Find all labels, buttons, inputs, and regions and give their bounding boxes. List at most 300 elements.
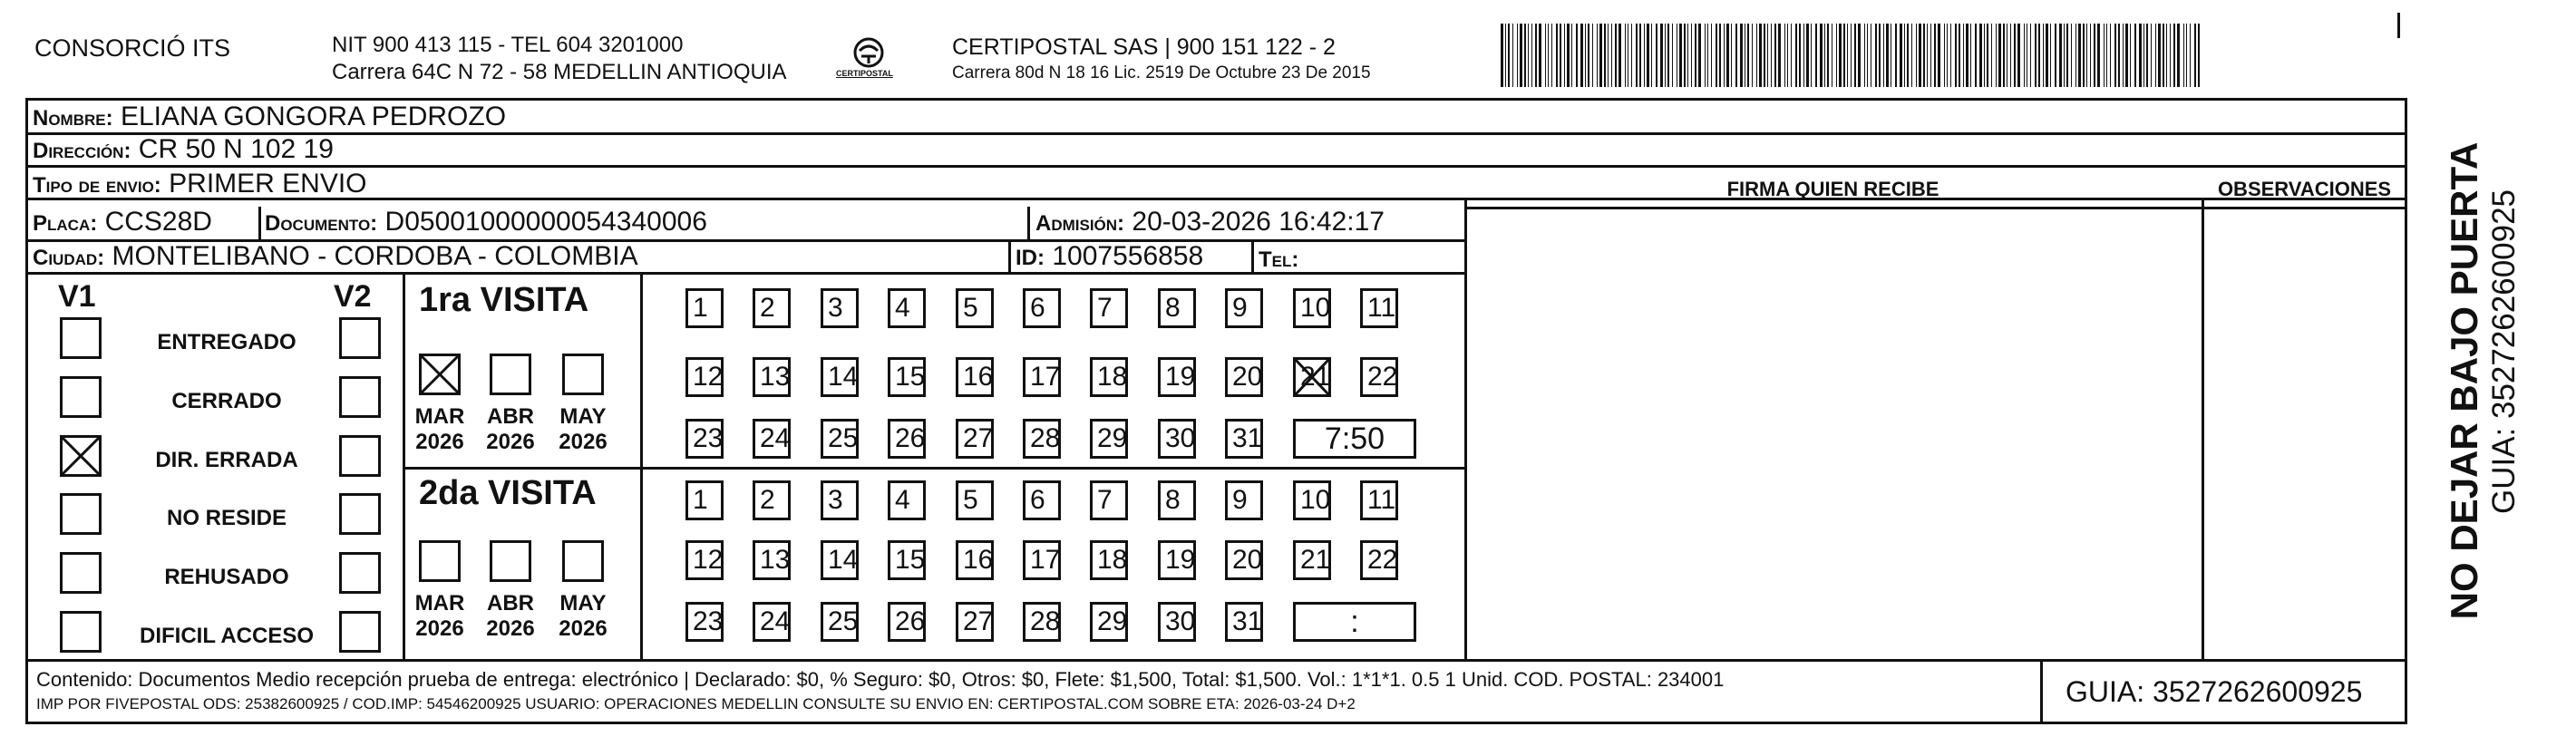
- barcode-bar: [1528, 24, 1529, 87]
- barcode-bar: [2010, 24, 2011, 87]
- barcode-bar: [1934, 24, 1936, 87]
- day-number: 27: [963, 606, 994, 636]
- barcode-bar: [1615, 24, 1617, 87]
- barcode-bar: [1820, 24, 1823, 87]
- address-line: Carrera 64C N 72 - 58 MEDELLIN ANTIOQUIA: [332, 60, 787, 84]
- barcode-bar: [2183, 24, 2184, 87]
- status-option-label: DIFICIL ACCESO: [139, 624, 314, 648]
- visit-divider: [403, 467, 1464, 470]
- day-box[interactable]: [685, 357, 724, 397]
- day-box[interactable]: [956, 357, 994, 397]
- day-box[interactable]: [753, 480, 791, 520]
- company-name: CONSORCIÓ ITS: [34, 34, 231, 62]
- barcode-bar: [2158, 24, 2161, 87]
- documento-cell: [265, 207, 707, 237]
- barcode-bar: [1996, 24, 1997, 87]
- month-checkbox[interactable]: [419, 354, 461, 395]
- barcode-bar: [2146, 24, 2148, 87]
- barcode-bar: [1752, 24, 1753, 87]
- barcode-bar: [2194, 24, 2196, 87]
- months-panel-divider: [640, 272, 643, 659]
- barcode-bar: [1684, 24, 1686, 87]
- day-number: 6: [1030, 485, 1045, 515]
- day-box[interactable]: [1090, 480, 1128, 520]
- contenido-line: Contenido: Documentos Medio recepción prueba de entrega: electrónico | Declarado: $0, % Seguro: $0, Otros: $0, Flete: $1,500, Total: $1,500. Vol.: 1*1*1. 0.5 1 Unid. COD. POSTAL: 234001: [36, 668, 1725, 691]
- day-number: 29: [1097, 606, 1128, 636]
- barcode-bar: [1927, 24, 1928, 87]
- day-box[interactable]: [888, 480, 926, 520]
- barcode-bar: [1854, 24, 1856, 87]
- barcode-bar: [1799, 24, 1801, 87]
- barcode-bar: [1711, 24, 1712, 87]
- barcode-bar: [2075, 24, 2076, 87]
- barcode-bar: [1919, 24, 1921, 87]
- time-box[interactable]: [1293, 602, 1416, 642]
- day-number: 4: [895, 293, 910, 323]
- day-number: 14: [828, 545, 859, 575]
- barcode-bar: [2059, 24, 2062, 87]
- barcode-bar: [1735, 24, 1737, 87]
- placa-value: CCS28D: [104, 207, 212, 237]
- day-number: 22: [1367, 545, 1398, 575]
- barcode-bar: [1806, 24, 1809, 87]
- day-number: 4: [895, 485, 910, 515]
- x-mark-icon: [60, 435, 102, 477]
- barcode-bar: [1588, 24, 1589, 87]
- day-number: 15: [895, 362, 926, 392]
- id-value: 1007556858: [1052, 241, 1204, 271]
- day-box[interactable]: [821, 419, 859, 459]
- barcode-bar: [2104, 24, 2105, 87]
- day-box[interactable]: [685, 288, 724, 328]
- certipostal-logo: [832, 34, 905, 87]
- day-box[interactable]: [1090, 602, 1128, 642]
- month-year: 2026: [486, 430, 535, 454]
- barcode-bar: [2050, 24, 2051, 87]
- day-box[interactable]: [1023, 357, 1061, 397]
- day-number: 30: [1165, 606, 1196, 636]
- observaciones-column-left: [2202, 198, 2204, 659]
- barcode-bar: [1907, 24, 1909, 87]
- barcode-bar: [1778, 24, 1781, 87]
- day-number: 19: [1165, 362, 1196, 392]
- day-number: 11: [1367, 485, 1396, 515]
- direccion-row: [33, 134, 334, 165]
- month-name: MAY: [559, 591, 607, 615]
- day-box[interactable]: [821, 480, 859, 520]
- barcode-bar: [1839, 24, 1842, 87]
- license-line: Carrera 80d N 18 16 Lic. 2519 De Octubre 23 De 2015: [952, 63, 1371, 82]
- day-box[interactable]: [1158, 540, 1196, 580]
- barcode-bar: [1592, 24, 1593, 87]
- barcode-bar: [2078, 24, 2081, 87]
- v1-checkbox[interactable]: [60, 493, 102, 535]
- barcode-bar: [2151, 24, 2152, 87]
- barcode-bar: [2125, 24, 2128, 87]
- barcode-bar: [1647, 24, 1649, 87]
- v2-checkbox[interactable]: [339, 376, 381, 418]
- barcode-bar: [1567, 24, 1570, 87]
- day-box[interactable]: [1293, 480, 1331, 520]
- day-box[interactable]: [753, 602, 791, 642]
- v2-checkbox[interactable]: [339, 552, 381, 594]
- day-number: 3: [828, 485, 843, 515]
- barcode-bar: [1764, 24, 1765, 87]
- documento-label: Documento:: [265, 211, 378, 236]
- time-value: :: [1350, 605, 1359, 639]
- day-number: 21: [1300, 545, 1331, 575]
- barcode-bar: [1611, 24, 1612, 87]
- barcode-bar: [1803, 24, 1804, 87]
- certipostal-line: CERTIPOSTAL SAS | 900 151 122 - 2: [952, 34, 1336, 60]
- barcode-bar: [1707, 24, 1708, 87]
- barcode-bar: [1631, 24, 1632, 87]
- day-number: 29: [1097, 423, 1128, 453]
- barcode: [1501, 24, 2203, 87]
- day-number: 13: [760, 545, 791, 575]
- nit-line: NIT 900 413 115 - TEL 604 3201000: [332, 33, 684, 57]
- day-box[interactable]: [685, 480, 724, 520]
- barcode-bar: [1979, 24, 1982, 87]
- day-box[interactable]: [888, 602, 926, 642]
- x-mark-icon: [1293, 357, 1331, 397]
- barcode-bar: [1667, 24, 1669, 87]
- barcode-bar: [1883, 24, 1884, 87]
- barcode-bar: [1864, 24, 1865, 87]
- barcode-bar: [1705, 24, 1706, 87]
- barcode-bar: [1551, 24, 1552, 87]
- day-box[interactable]: [1023, 540, 1061, 580]
- barcode-bar: [2190, 24, 2191, 87]
- day-box[interactable]: [1225, 480, 1263, 520]
- barcode-bar: [1963, 24, 1964, 87]
- day-number: 18: [1097, 545, 1128, 575]
- day-number: 10: [1300, 293, 1331, 323]
- barcode-bar: [2106, 24, 2107, 87]
- barcode-bar: [1512, 24, 1513, 87]
- day-box[interactable]: [1090, 357, 1128, 397]
- day-number: 9: [1232, 485, 1248, 515]
- status-panel-divider: [403, 272, 405, 659]
- barcode-bar: [1767, 24, 1768, 87]
- admision-divider: [1027, 207, 1030, 239]
- day-box[interactable]: [821, 288, 859, 328]
- day-number: 28: [1030, 423, 1061, 453]
- imp-line: IMP POR FIVEPOSTAL ODS: 25382600925 / COD.IMP: 54546200925 USUARIO: OPERACIONES MEDELLIN CONSULTE SU ENVIO EN: CERTIPOSTAL.COM SOBRE ETA: 2026-03-24 D+2: [36, 695, 1356, 712]
- barcode-bar: [1947, 24, 1948, 87]
- barcode-bar: [2170, 24, 2171, 87]
- day-box[interactable]: [1360, 540, 1398, 580]
- barcode-bar: [2014, 24, 2016, 87]
- logo-text: CERTIPOSTAL: [836, 69, 893, 78]
- day-number: 18: [1097, 362, 1128, 392]
- v2-checkbox[interactable]: [339, 611, 381, 653]
- day-number: 12: [693, 362, 724, 392]
- day-number: 7: [1097, 485, 1113, 515]
- barcode-bar: [1991, 24, 1992, 87]
- edge-mark: [2397, 13, 2400, 38]
- barcode-bar: [2163, 24, 2164, 87]
- day-box[interactable]: [1158, 288, 1196, 328]
- day-box[interactable]: [1225, 357, 1263, 397]
- day-box[interactable]: [1090, 419, 1128, 459]
- day-number: 26: [895, 423, 926, 453]
- v1-checkbox[interactable]: [60, 376, 102, 418]
- id-divider: [1008, 239, 1011, 272]
- day-box[interactable]: [753, 419, 791, 459]
- barcode-bar: [1959, 24, 1960, 87]
- barcode-bar: [1520, 24, 1522, 87]
- barcode-bar: [2097, 24, 2100, 87]
- barcode-bar: [1679, 24, 1682, 87]
- day-number: 16: [963, 362, 994, 392]
- day-number: 24: [760, 423, 791, 453]
- barcode-bar: [1950, 24, 1951, 87]
- barcode-bar: [1665, 24, 1666, 87]
- day-number: 24: [760, 606, 791, 636]
- day-box[interactable]: [1090, 540, 1128, 580]
- barcode-bar: [1938, 24, 1940, 87]
- barcode-bar: [2177, 24, 2180, 87]
- barcode-bar: [1625, 24, 1626, 87]
- day-number: 30: [1165, 423, 1196, 453]
- day-number: 5: [963, 485, 978, 515]
- month-checkbox[interactable]: [419, 540, 461, 582]
- side-guia: GUIA: 3527262600925: [2486, 189, 2522, 515]
- day-box[interactable]: [888, 288, 926, 328]
- month-checkbox[interactable]: [562, 354, 604, 395]
- certipostal-logo-icon: [832, 34, 905, 87]
- barcode-graphic: [1501, 24, 2203, 87]
- side-warning: NO DEJAR BAJO PUERTA: [2443, 141, 2485, 620]
- barcode-bar: [1784, 24, 1785, 87]
- barcode-bar: [1556, 24, 1558, 87]
- status-option-label: CERRADO: [171, 389, 282, 413]
- day-number: 2: [760, 293, 775, 323]
- barcode-bar: [1966, 24, 1968, 87]
- day-number: 8: [1165, 485, 1181, 515]
- barcode-bar: [1716, 24, 1717, 87]
- v2-checkbox[interactable]: [339, 435, 381, 477]
- day-box[interactable]: [956, 288, 994, 328]
- v1-checkbox[interactable]: [60, 435, 102, 477]
- day-number: 22: [1367, 362, 1398, 392]
- barcode-bar: [1564, 24, 1565, 87]
- day-box[interactable]: [1360, 480, 1398, 520]
- day-box[interactable]: [685, 602, 724, 642]
- barcode-bar: [1639, 24, 1641, 87]
- firma-column-left: [1464, 198, 1467, 659]
- month-checkbox[interactable]: [490, 540, 531, 582]
- barcode-bar: [2046, 24, 2048, 87]
- visit1-title: 1ra VISITA: [419, 281, 589, 319]
- observaciones-header: OBSERVACIONES: [2217, 178, 2392, 200]
- barcode-bar: [1811, 24, 1812, 87]
- footer-divider: [25, 659, 2407, 662]
- day-box[interactable]: [1023, 480, 1061, 520]
- barcode-bar: [2003, 24, 2005, 87]
- day-box[interactable]: [753, 357, 791, 397]
- day-box[interactable]: [1293, 540, 1331, 580]
- day-number: 25: [828, 423, 859, 453]
- barcode-bar: [2066, 24, 2068, 87]
- day-box[interactable]: [1158, 480, 1196, 520]
- barcode-bar: [2130, 24, 2131, 87]
- barcode-bar: [2086, 24, 2087, 87]
- footer-guia: GUIA: 3527262600925: [2066, 675, 2363, 708]
- month-year: 2026: [415, 430, 464, 454]
- day-box[interactable]: [888, 540, 926, 580]
- day-box[interactable]: [1023, 602, 1061, 642]
- day-number: 6: [1030, 293, 1045, 323]
- day-box[interactable]: [1225, 602, 1263, 642]
- month-year: 2026: [559, 616, 608, 641]
- barcode-bar: [1771, 24, 1772, 87]
- day-box[interactable]: [685, 540, 724, 580]
- barcode-bar: [2083, 24, 2085, 87]
- day-box[interactable]: [1158, 357, 1196, 397]
- day-number: 10: [1300, 485, 1331, 515]
- barcode-bar: [1585, 24, 1586, 87]
- firma-header: FIRMA QUIEN RECIBE: [1726, 178, 1939, 200]
- status-option-label: ENTREGADO: [157, 330, 296, 354]
- day-box[interactable]: [1090, 288, 1128, 328]
- barcode-bar: [1535, 24, 1537, 87]
- barcode-bar: [2043, 24, 2044, 87]
- month-checkbox[interactable]: [562, 540, 604, 582]
- barcode-bar: [1644, 24, 1645, 87]
- barcode-bar: [2110, 24, 2111, 87]
- barcode-bar: [2024, 24, 2025, 87]
- day-number: 2: [760, 485, 775, 515]
- barcode-bar: [2186, 24, 2187, 87]
- barcode-bar: [1524, 24, 1526, 87]
- visit2-title: 2da VISITA: [419, 474, 597, 512]
- barcode-bar: [1827, 24, 1829, 87]
- day-number: 17: [1030, 362, 1061, 392]
- day-number: 1: [693, 293, 708, 323]
- day-box[interactable]: [1158, 602, 1196, 642]
- barcode-bar: [1787, 24, 1788, 87]
- barcode-bar: [2114, 24, 2116, 87]
- status-option-label: NO RESIDE: [166, 506, 287, 530]
- barcode-bar: [1930, 24, 1931, 87]
- month-name: MAY: [559, 404, 607, 429]
- day-box[interactable]: [821, 357, 859, 397]
- day-box[interactable]: [821, 602, 859, 642]
- id-label: ID:: [1016, 246, 1045, 270]
- day-box[interactable]: [753, 540, 791, 580]
- v2-checkbox[interactable]: [339, 317, 381, 359]
- day-box[interactable]: [1158, 419, 1196, 459]
- day-number: 9: [1232, 293, 1248, 323]
- v2-checkbox[interactable]: [339, 493, 381, 535]
- day-box[interactable]: [956, 540, 994, 580]
- barcode-bar: [1875, 24, 1877, 87]
- x-mark-icon: [419, 354, 461, 395]
- ciudad-value: MONTELIBANO - CORDOBA - COLOMBIA: [112, 241, 638, 271]
- barcode-bar: [1580, 24, 1583, 87]
- tipo-value: PRIMER ENVIO: [169, 169, 367, 199]
- barcode-bar: [1851, 24, 1852, 87]
- placa-label: Placa:: [33, 211, 98, 236]
- day-box[interactable]: [1023, 288, 1061, 328]
- tel-divider: [1251, 239, 1254, 272]
- month-checkbox[interactable]: [490, 354, 531, 395]
- day-box[interactable]: [956, 480, 994, 520]
- day-number: 23: [693, 423, 724, 453]
- barcode-bar: [1539, 24, 1541, 87]
- barcode-bar: [1619, 24, 1621, 87]
- day-number: 17: [1030, 545, 1061, 575]
- day-box[interactable]: [1225, 540, 1263, 580]
- day-box[interactable]: [1360, 288, 1398, 328]
- day-box[interactable]: [888, 357, 926, 397]
- barcode-bar: [1824, 24, 1825, 87]
- id-cell: [1016, 241, 1203, 272]
- barcode-bar: [1847, 24, 1848, 87]
- barcode-bar: [2143, 24, 2144, 87]
- barcode-bar: [1597, 24, 1598, 87]
- month-name: MAR: [414, 591, 465, 615]
- day-box[interactable]: [753, 288, 791, 328]
- barcode-bar: [1904, 24, 1905, 87]
- placa-divider: [258, 207, 261, 239]
- barcode-bar: [1987, 24, 1988, 87]
- day-box[interactable]: [1225, 419, 1263, 459]
- status-option-label: REHUSADO: [164, 565, 289, 589]
- barcode-bar: [1944, 24, 1945, 87]
- barcode-bar: [1911, 24, 1912, 87]
- barcode-bar: [1636, 24, 1638, 87]
- barcode-bar: [1756, 24, 1757, 87]
- barcode-bar: [1867, 24, 1868, 87]
- barcode-bar: [1719, 24, 1721, 87]
- day-box[interactable]: [1293, 288, 1331, 328]
- barcode-bar: [1651, 24, 1652, 87]
- day-number: 27: [963, 423, 994, 453]
- barcode-bar: [1970, 24, 1971, 87]
- day-box[interactable]: [685, 419, 724, 459]
- day-box[interactable]: [956, 602, 994, 642]
- day-box[interactable]: [956, 419, 994, 459]
- day-box[interactable]: [821, 540, 859, 580]
- day-number: 8: [1165, 293, 1181, 323]
- day-box[interactable]: [1360, 357, 1398, 397]
- barcode-bar: [2118, 24, 2120, 87]
- barcode-bar: [2038, 24, 2040, 87]
- v1-checkbox[interactable]: [60, 317, 102, 359]
- nombre-value: ELIANA GONGORA PEDROZO: [120, 102, 507, 131]
- time-box[interactable]: [1293, 419, 1416, 459]
- v1-checkbox[interactable]: [60, 611, 102, 653]
- barcode-bar: [1791, 24, 1792, 87]
- day-box[interactable]: [888, 419, 926, 459]
- day-number: 26: [895, 606, 926, 636]
- day-box[interactable]: [1225, 288, 1263, 328]
- day-box[interactable]: [1023, 419, 1061, 459]
- barcode-bar: [1656, 24, 1657, 87]
- v1-checkbox[interactable]: [60, 552, 102, 594]
- day-number: 31: [1232, 606, 1263, 636]
- day-number: 14: [828, 362, 859, 392]
- day-box[interactable]: [1293, 357, 1331, 397]
- day-number: 15: [895, 545, 926, 575]
- barcode-bar: [2071, 24, 2072, 87]
- barcode-bar: [1795, 24, 1797, 87]
- barcode-bar: [1505, 24, 1506, 87]
- day-number: 23: [693, 606, 724, 636]
